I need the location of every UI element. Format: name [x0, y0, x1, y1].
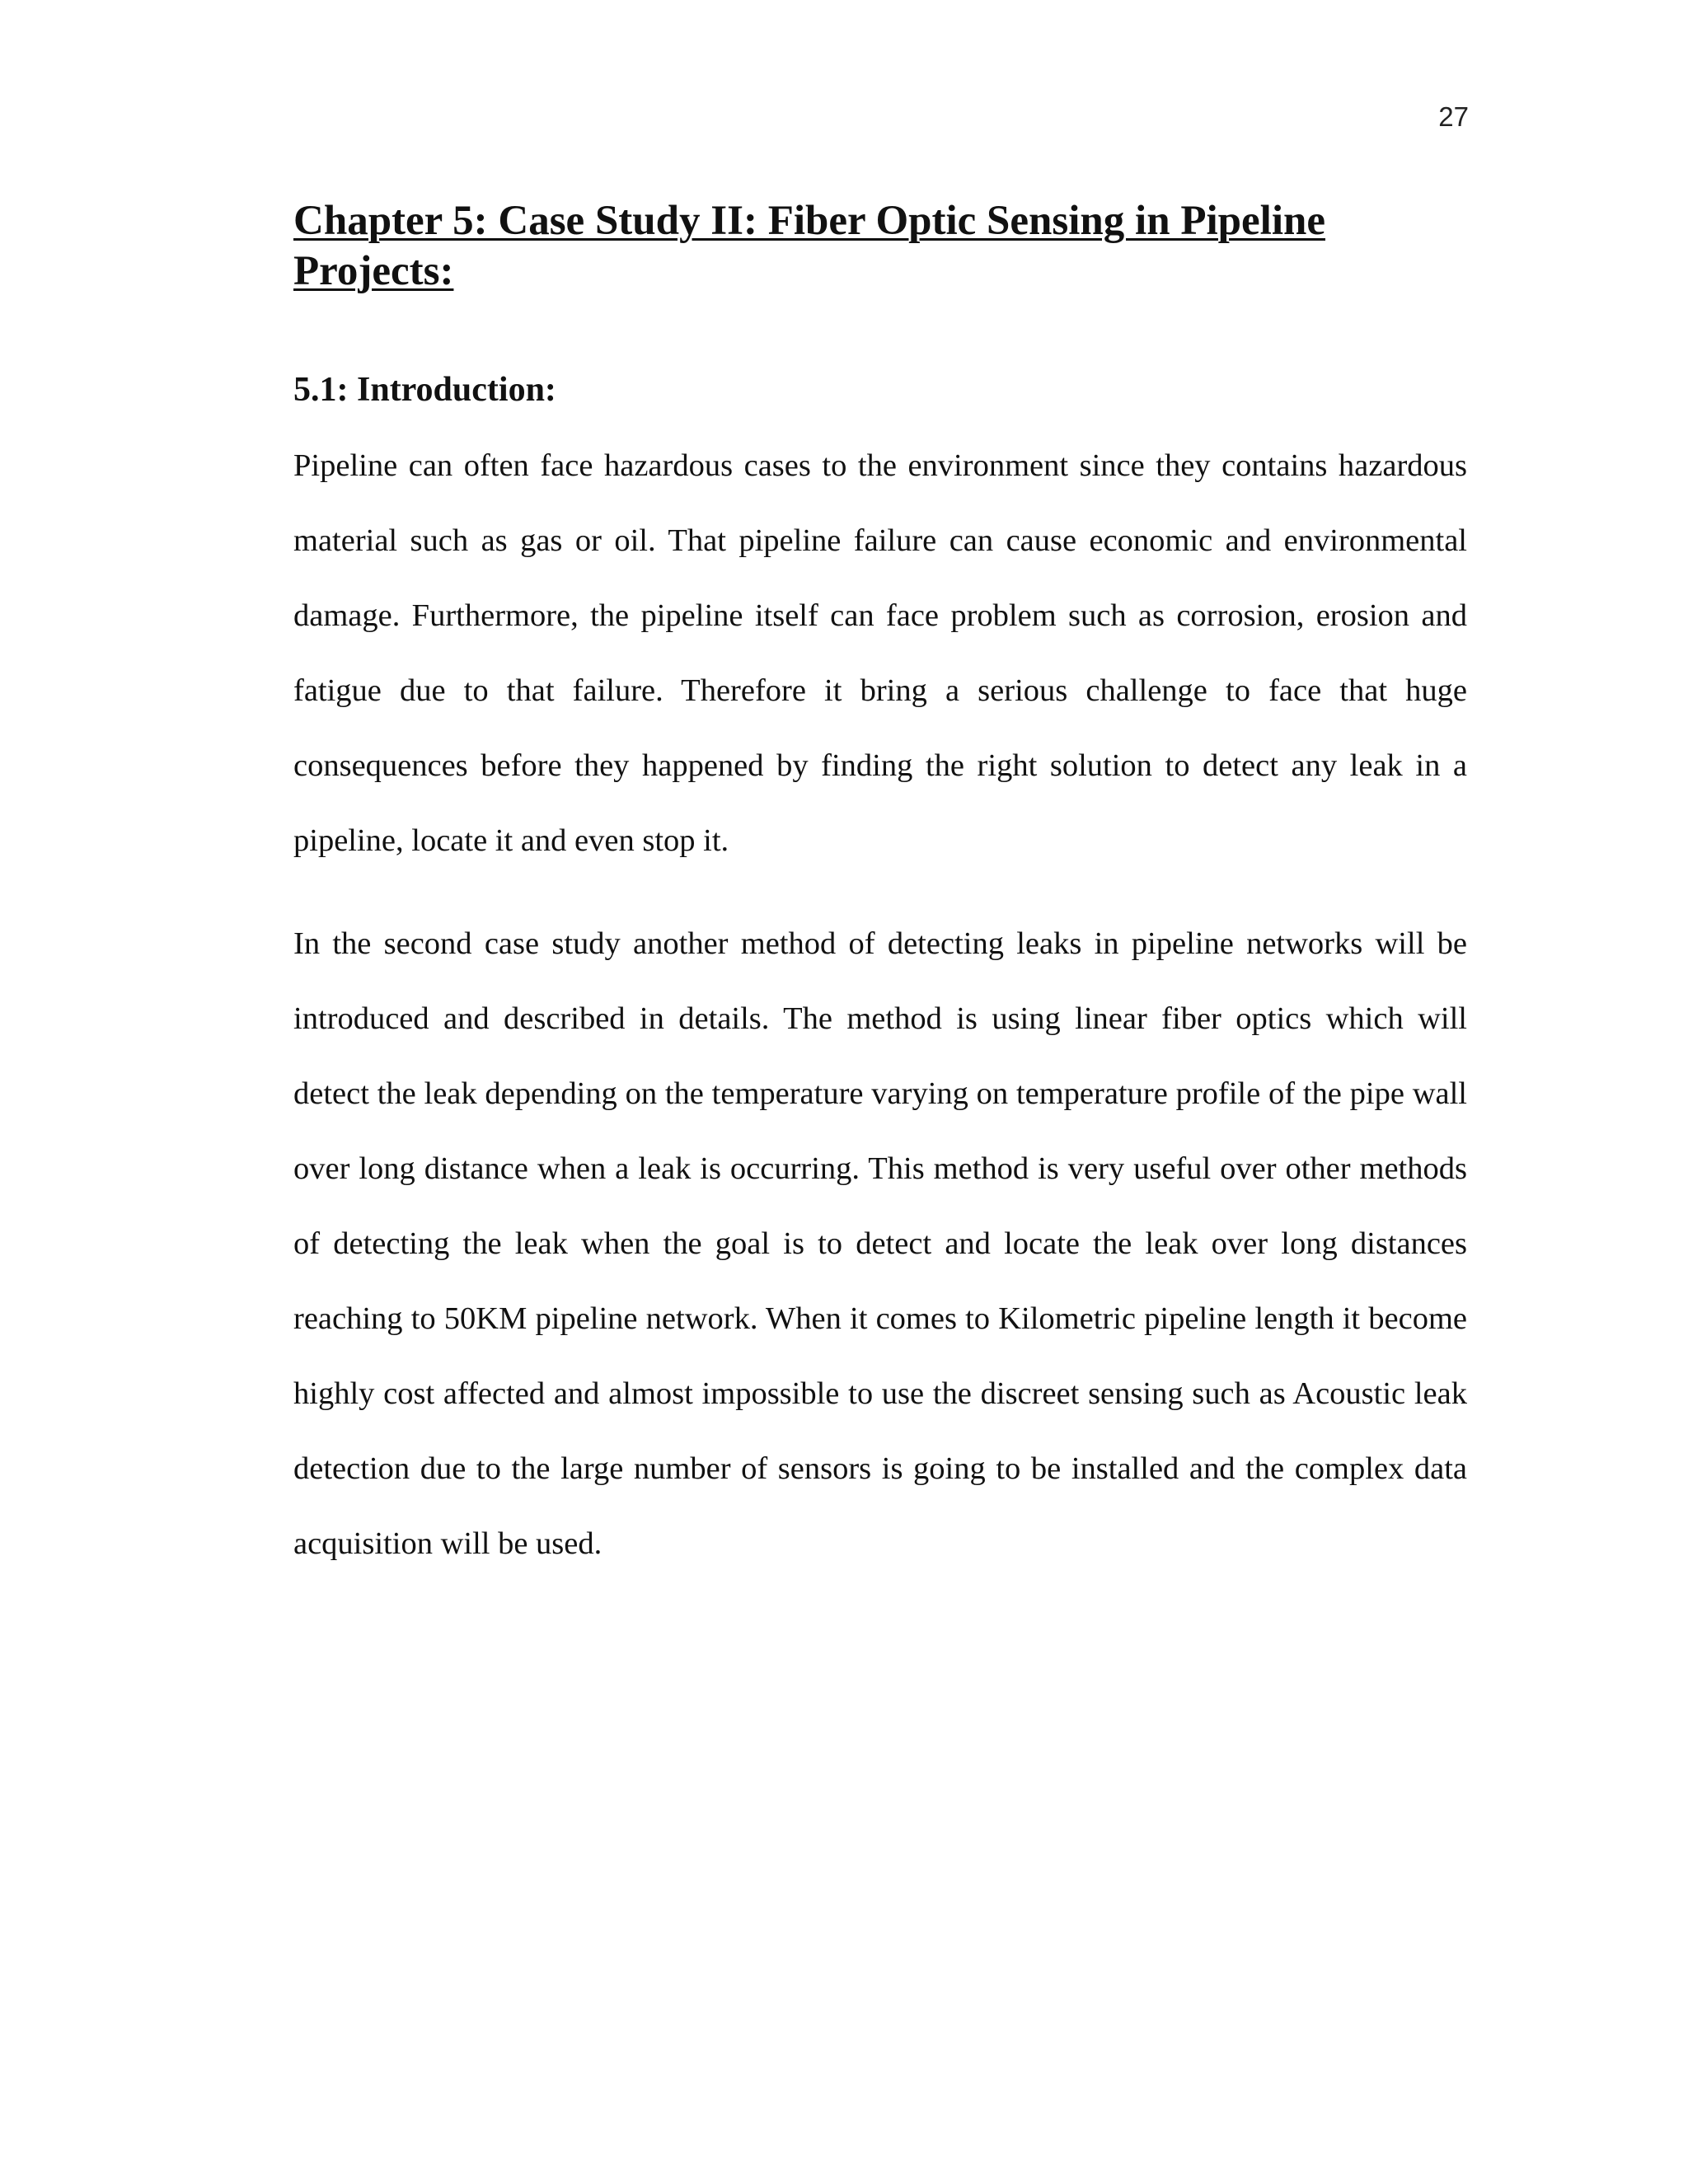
chapter-title: Chapter 5: Case Study II: Fiber Optic Sensing in Pipeline Projects:: [293, 198, 1325, 294]
page-content: [293, 196, 1467, 1582]
body-paragraph: Pipeline can often face hazardous cases to the environment since they contains hazardous material such as gas or oil. That pipeline failure can cause economic and environmental damage. Furthermore, the pipeline itself can face problem such as corrosion, erosion and fatigue due to that failure. Therefore it bring a serious challenge to face that huge consequences before they happened by finding the right solution to detect any leak in a pipeline, locate it and even stop it.: [293, 448, 1467, 858]
section-heading: 5.1: Introduction:: [293, 371, 556, 409]
body-paragraph: In the second case study another method of detecting leaks in pipeline networks will be introduced and described in details. The method is using linear fiber optics which will detect the leak depending on the temperature varying on temperature profile of the pipe wall over long distance when a leak is occurring. This method is very useful over other methods of detecting the leak when the goal is to detect and locate the leak over long distances reaching to 50KM pipeline network. When it comes to Kilometric pipeline length it become highly cost affected and almost impossible to use the discreet sensing such as Acoustic leak detection due to the large number of sensors is going to be installed and the complex data acquisition will be used.: [293, 926, 1467, 1561]
page-number: 27: [1438, 101, 1469, 132]
